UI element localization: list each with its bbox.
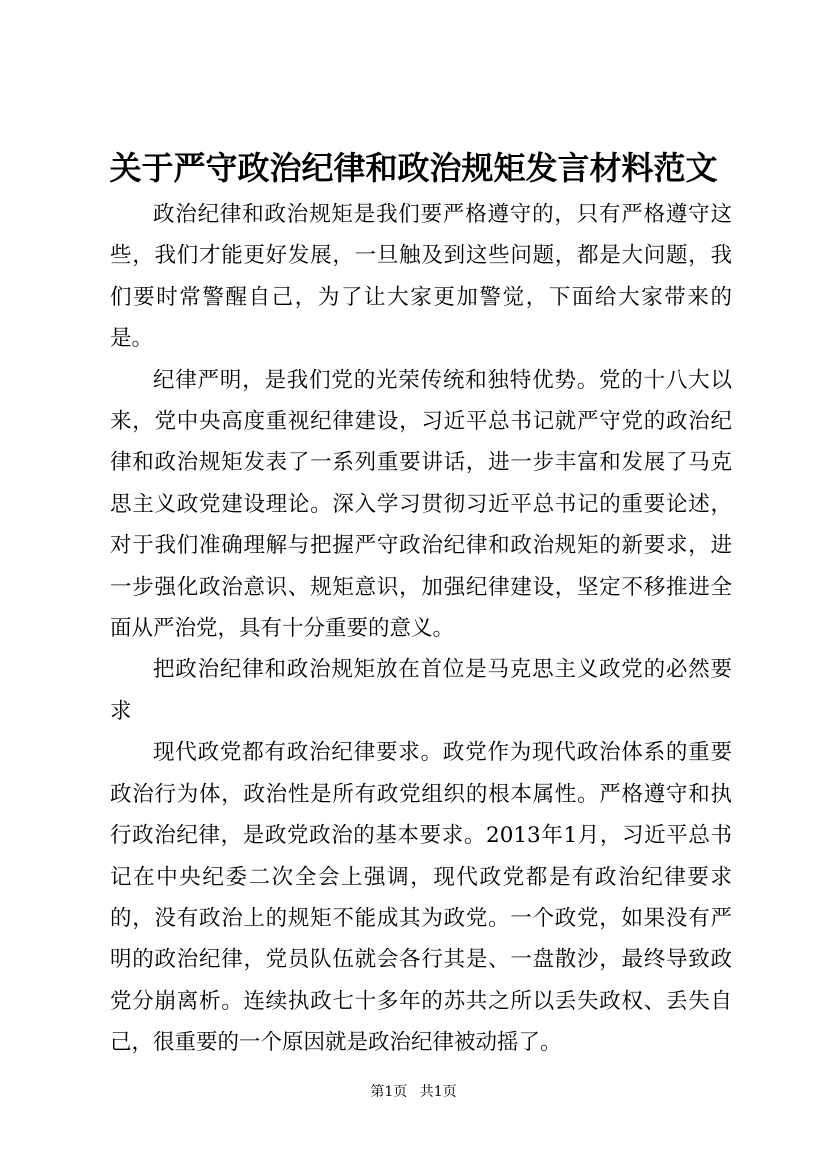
page-number: 第1页: [370, 1084, 408, 1100]
document-body: [110, 194, 732, 1064]
document-title: 关于严守政治纪律和政治规矩发言材料范文: [109, 149, 718, 187]
page-footer: [0, 1082, 827, 1102]
page-total: 共1页: [419, 1084, 457, 1100]
paragraph-intro: 政治纪律和政治规矩是我们要严格遵守的，只有严格遵守这些，我们才能更好发展，一旦触及到这些问题，都是大问题，我们要时常警醒自己，为了让大家更加警觉，下面给大家带来的是。: [110, 202, 732, 352]
section-heading: 把政治纪律和政治规矩放在首位是马克思主义政党的必然要求: [110, 657, 732, 724]
paragraph-discipline: 纪律严明，是我们党的光荣传统和独特优势。党的十八大以来，党中央高度重视纪律建设，习近平总书记就严守党的政治纪律和政治规矩发表了一系列重要讲话，进一步丰富和发展了马克思主义政党建设理论。深入学习贯彻习近平总书记的重要论述，对于我们准确理解与把握严守政治纪律和政治规矩的新要求，进一步强化政治意识、规矩意识，加强纪律建设，坚定不移推进全面从严治党，具有十分重要的意义。: [110, 367, 732, 642]
paragraph-modern-parties: 现代政党都有政治纪律要求。政党作为现代政治体系的重要政治行为体，政治性是所有政党组织的根本属性。严格遵守和执行政治纪律，是政党政治的基本要求。2013年1月，习近平总书记在中央纪委二次全会上强调，现代政党都是有政治纪律要求的，没有政治上的规矩不能成其为政党。一个政党，如果没有严明的政治纪律，党员队伍就会各行其是、一盘散沙，最终导致政党分崩离析。连续执政七十多年的苏共之所以丢失政权、丢失自己，很重要的一个原因就是政治纪律被动摇了。: [110, 740, 732, 1056]
